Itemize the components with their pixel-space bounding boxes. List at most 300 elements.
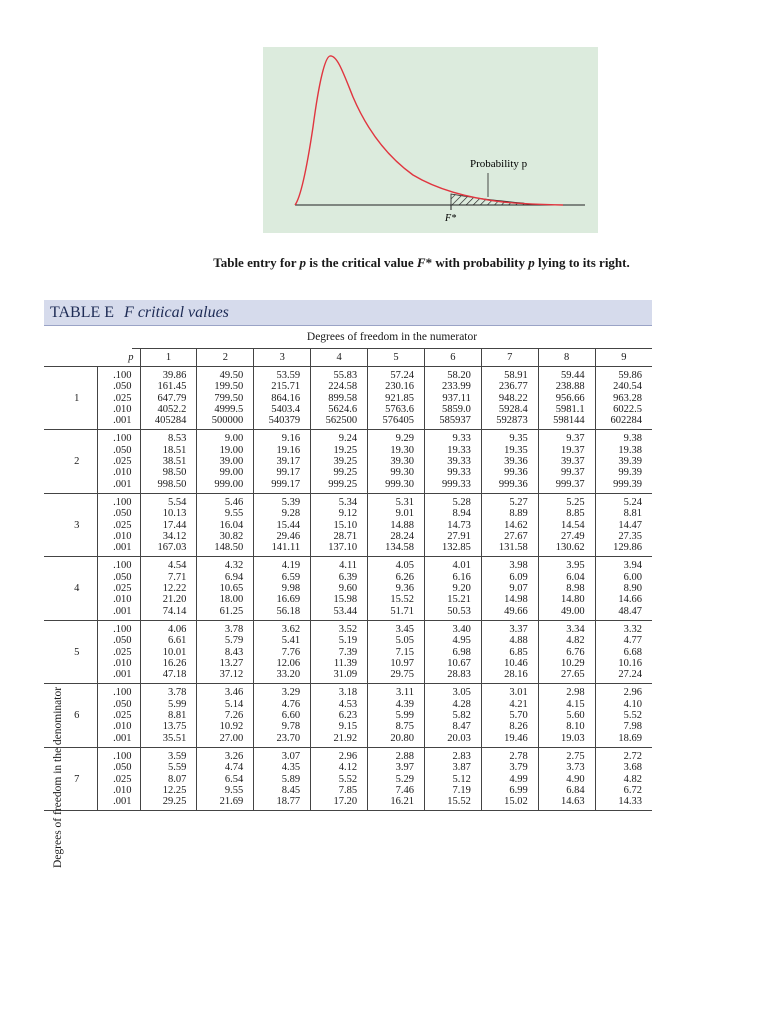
- table-row: [44, 393, 652, 404]
- critical-value-cell: 39.36: [481, 456, 538, 467]
- critical-value-cell: 999.17: [254, 479, 311, 494]
- axis-spacer: [44, 572, 57, 583]
- critical-value-cell: 6.00: [595, 572, 652, 583]
- critical-value-cell: 19.38: [595, 445, 652, 456]
- critical-value-cell: 12.06: [254, 658, 311, 669]
- denominator-df-cell: [57, 557, 97, 572]
- critical-value-cell: 17.20: [311, 796, 368, 811]
- critical-value-cell: 10.92: [197, 721, 254, 732]
- critical-value-cell: 6.54: [197, 774, 254, 785]
- table-row: [44, 710, 652, 721]
- critical-value-cell: 4.10: [595, 699, 652, 710]
- table-row: [44, 415, 652, 430]
- p-value-cell: .010: [97, 785, 140, 796]
- critical-value-cell: 8.45: [254, 785, 311, 796]
- critical-value-cell: 8.94: [424, 508, 481, 519]
- critical-value-cell: 7.85: [311, 785, 368, 796]
- critical-value-cell: 5.12: [424, 774, 481, 785]
- table-row: [44, 647, 652, 658]
- critical-value-cell: 6.26: [368, 572, 425, 583]
- axis-spacer: [44, 669, 57, 684]
- denominator-df-cell: 4: [74, 583, 80, 595]
- critical-value-cell: 4.90: [538, 774, 595, 785]
- axis-spacer: [44, 445, 57, 456]
- critical-value-cell: 6.39: [311, 572, 368, 583]
- df-group: [44, 367, 652, 430]
- critical-value-cell: 9.36: [368, 583, 425, 594]
- critical-value-cell: 6.09: [481, 572, 538, 583]
- table-row: [44, 669, 652, 684]
- table-title: F critical values: [124, 303, 229, 321]
- critical-value-cell: 3.95: [538, 557, 595, 572]
- critical-value-cell: 19.30: [368, 445, 425, 456]
- critical-value-cell: 134.58: [368, 542, 425, 557]
- critical-value-cell: 9.37: [538, 430, 595, 445]
- critical-value-cell: 4.06: [140, 620, 197, 635]
- table-row: [44, 684, 652, 699]
- critical-value-cell: 562500: [311, 415, 368, 430]
- critical-value-cell: 8.81: [140, 710, 197, 721]
- critical-value-cell: 39.30: [368, 456, 425, 467]
- axis-spacer: [44, 404, 57, 415]
- numerator-df-header: 1: [140, 349, 197, 367]
- df-group: [44, 747, 652, 810]
- critical-value-cell: 602284: [595, 415, 652, 430]
- p-value-cell: .010: [97, 594, 140, 605]
- table-row: [44, 367, 652, 382]
- critical-value-cell: 999.36: [481, 479, 538, 494]
- critical-value-cell: 3.45: [368, 620, 425, 635]
- critical-value-cell: 5.34: [311, 493, 368, 508]
- caption-symbol-f: F: [416, 255, 426, 270]
- critical-value-cell: 15.98: [311, 594, 368, 605]
- critical-value-cell: 540379: [254, 415, 311, 430]
- critical-value-cell: 14.98: [481, 594, 538, 605]
- p-value-cell: .050: [97, 762, 140, 773]
- table-row: [44, 699, 652, 710]
- critical-value-cell: 9.55: [197, 785, 254, 796]
- critical-value-cell: 132.85: [424, 542, 481, 557]
- critical-value-cell: 16.26: [140, 658, 197, 669]
- denominator-df-cell: [57, 669, 97, 684]
- critical-value-cell: 15.21: [424, 594, 481, 605]
- p-value-cell: .100: [97, 367, 140, 382]
- critical-value-cell: 8.89: [481, 508, 538, 519]
- critical-value-cell: 10.01: [140, 647, 197, 658]
- df-spacer: [57, 349, 97, 367]
- df-group: [44, 493, 652, 556]
- critical-value-cell: 5.79: [197, 635, 254, 646]
- critical-value-cell: 49.66: [481, 606, 538, 621]
- critical-value-cell: 7.71: [140, 572, 197, 583]
- critical-value-cell: 10.97: [368, 658, 425, 669]
- critical-value-cell: 99.36: [481, 467, 538, 478]
- critical-value-cell: 59.86: [595, 367, 652, 382]
- critical-value-cell: 4052.2: [140, 404, 197, 415]
- table-row: [44, 557, 652, 572]
- critical-value-cell: 576405: [368, 415, 425, 430]
- denominator-df-cell: [57, 635, 97, 646]
- table-row: [44, 479, 652, 494]
- p-column-header: p: [97, 349, 140, 367]
- critical-value-cell: 199.50: [197, 381, 254, 392]
- p-value-cell: .010: [97, 404, 140, 415]
- critical-value-cell: 5.59: [140, 762, 197, 773]
- denominator-df-cell: [57, 404, 97, 415]
- critical-value-cell: 2.88: [368, 747, 425, 762]
- critical-value-cell: 4.15: [538, 699, 595, 710]
- critical-value-cell: 9.60: [311, 583, 368, 594]
- critical-value-cell: 6.84: [538, 785, 595, 796]
- critical-value-cell: 12.22: [140, 583, 197, 594]
- critical-value-cell: 3.34: [538, 620, 595, 635]
- critical-value-cell: 3.97: [368, 762, 425, 773]
- axis-spacer: [44, 393, 57, 404]
- denominator-df-cell: [57, 467, 97, 478]
- critical-value-cell: 16.04: [197, 520, 254, 531]
- critical-value-cell: 11.39: [311, 658, 368, 669]
- critical-value-cell: 98.50: [140, 467, 197, 478]
- critical-value-cell: 7.15: [368, 647, 425, 658]
- critical-value-cell: 14.80: [538, 594, 595, 605]
- critical-value-cell: 6.99: [481, 785, 538, 796]
- critical-value-cell: 15.52: [368, 594, 425, 605]
- critical-value-cell: 5.89: [254, 774, 311, 785]
- critical-value-cell: 14.33: [595, 796, 652, 811]
- critical-value-cell: 50.53: [424, 606, 481, 621]
- denominator-df-cell: [57, 542, 97, 557]
- critical-value-cell: 8.75: [368, 721, 425, 732]
- critical-value-cell: 2.98: [538, 684, 595, 699]
- critical-value-cell: 137.10: [311, 542, 368, 557]
- critical-value-cell: 3.26: [197, 747, 254, 762]
- critical-value-cell: 161.45: [140, 381, 197, 392]
- p-value-cell: .025: [97, 393, 140, 404]
- denominator-df-cell: [57, 430, 97, 445]
- critical-value-cell: 500000: [197, 415, 254, 430]
- critical-value-cell: 963.28: [595, 393, 652, 404]
- critical-value-cell: 5.54: [140, 493, 197, 508]
- critical-value-cell: 4.12: [311, 762, 368, 773]
- critical-value-cell: 9.12: [311, 508, 368, 519]
- p-value-cell: .050: [97, 572, 140, 583]
- p-value-cell: .050: [97, 381, 140, 392]
- critical-value-cell: 5.41: [254, 635, 311, 646]
- critical-value-cell: 53.44: [311, 606, 368, 621]
- p-value-cell: .025: [97, 583, 140, 594]
- denominator-df-cell: [57, 572, 97, 583]
- axis-spacer: [44, 508, 57, 519]
- critical-value-cell: 585937: [424, 415, 481, 430]
- critical-value-cell: 9.55: [197, 508, 254, 519]
- critical-value-cell: 19.00: [197, 445, 254, 456]
- critical-value-cell: 999.37: [538, 479, 595, 494]
- table-row: [44, 445, 652, 456]
- critical-value-cell: 99.39: [595, 467, 652, 478]
- f-distribution-figure: [263, 47, 598, 233]
- critical-value-cell: 39.33: [424, 456, 481, 467]
- numerator-df-header: 6: [424, 349, 481, 367]
- critical-value-cell: 2.83: [424, 747, 481, 762]
- critical-value-cell: 2.75: [538, 747, 595, 762]
- axis-spacer: [44, 493, 57, 508]
- axis-spacer: [44, 456, 57, 467]
- critical-value-cell: 18.51: [140, 445, 197, 456]
- critical-value-cell: 230.16: [368, 381, 425, 392]
- critical-value-cell: 2.96: [311, 747, 368, 762]
- table-row: [44, 467, 652, 478]
- axis-spacer: [44, 594, 57, 605]
- critical-value-cell: 5.14: [197, 699, 254, 710]
- critical-value-cell: 19.33: [424, 445, 481, 456]
- critical-value-cell: 4.19: [254, 557, 311, 572]
- critical-value-cell: 17.44: [140, 520, 197, 531]
- table-row: [44, 606, 652, 621]
- critical-value-cell: 3.18: [311, 684, 368, 699]
- critical-value-cell: 148.50: [197, 542, 254, 557]
- axis-spacer: [44, 583, 57, 594]
- critical-value-cell: 13.75: [140, 721, 197, 732]
- p-value-cell: .050: [97, 445, 140, 456]
- critical-value-cell: 19.03: [538, 733, 595, 748]
- critical-value-cell: 4.54: [140, 557, 197, 572]
- critical-value-cell: 4.01: [424, 557, 481, 572]
- p-value-cell: .100: [97, 493, 140, 508]
- critical-value-cell: 39.86: [140, 367, 197, 382]
- p-value-cell: .025: [97, 520, 140, 531]
- p-value-cell: .025: [97, 456, 140, 467]
- critical-value-cell: 6.04: [538, 572, 595, 583]
- critical-value-cell: 15.02: [481, 796, 538, 811]
- critical-value-cell: 5.24: [595, 493, 652, 508]
- p-value-cell: .050: [97, 635, 140, 646]
- axis-spacer: [44, 367, 57, 382]
- critical-value-cell: 6.68: [595, 647, 652, 658]
- critical-value-cell: 233.99: [424, 381, 481, 392]
- critical-value-cell: 6022.5: [595, 404, 652, 415]
- critical-value-cell: 10.65: [197, 583, 254, 594]
- critical-value-cell: 5624.6: [311, 404, 368, 415]
- critical-value-cell: 6.98: [424, 647, 481, 658]
- probability-label: Probability p: [470, 158, 528, 170]
- critical-value-cell: 21.92: [311, 733, 368, 748]
- denominator-df-cell: [57, 415, 97, 430]
- table-row: [44, 430, 652, 445]
- denominator-df-cell: 7: [74, 773, 80, 785]
- critical-value-cell: 9.20: [424, 583, 481, 594]
- critical-value-cell: 5.52: [595, 710, 652, 721]
- critical-value-cell: 14.88: [368, 520, 425, 531]
- table-title-prefix: TABLE E: [50, 303, 115, 321]
- critical-value-cell: 99.25: [311, 467, 368, 478]
- denominator-df-cell: [57, 508, 97, 519]
- density-curve-svg: [263, 47, 598, 233]
- critical-value-cell: 10.46: [481, 658, 538, 669]
- critical-value-cell: 27.49: [538, 531, 595, 542]
- critical-value-cell: 28.24: [368, 531, 425, 542]
- p-value-cell: .010: [97, 467, 140, 478]
- df-group: [44, 557, 652, 620]
- critical-value-cell: 3.78: [140, 684, 197, 699]
- critical-value-cell: 5928.4: [481, 404, 538, 415]
- critical-value-cell: 58.20: [424, 367, 481, 382]
- critical-value-cell: 224.58: [311, 381, 368, 392]
- critical-value-cell: 4.28: [424, 699, 481, 710]
- critical-value-cell: 27.24: [595, 669, 652, 684]
- critical-value-cell: 4.39: [368, 699, 425, 710]
- critical-value-cell: 29.25: [140, 796, 197, 811]
- critical-value-cell: 14.47: [595, 520, 652, 531]
- table-row: [44, 572, 652, 583]
- critical-value-cell: 998.50: [140, 479, 197, 494]
- table-row: [44, 542, 652, 557]
- critical-value-cell: 7.26: [197, 710, 254, 721]
- critical-value-cell: 18.77: [254, 796, 311, 811]
- critical-value-cell: 59.44: [538, 367, 595, 382]
- critical-value-cell: 3.62: [254, 620, 311, 635]
- critical-value-cell: 6.60: [254, 710, 311, 721]
- critical-value-cell: 3.37: [481, 620, 538, 635]
- p-value-cell: .001: [97, 669, 140, 684]
- critical-value-cell: 4.53: [311, 699, 368, 710]
- critical-value-cell: 3.98: [481, 557, 538, 572]
- critical-value-cell: 4.76: [254, 699, 311, 710]
- axis-spacer: [44, 531, 57, 542]
- denominator-df-cell: 5: [74, 646, 80, 658]
- critical-value-cell: 14.62: [481, 520, 538, 531]
- critical-value-cell: 39.39: [595, 456, 652, 467]
- critical-value-cell: 4.74: [197, 762, 254, 773]
- critical-value-cell: 49.50: [197, 367, 254, 382]
- axis-spacer: [44, 635, 57, 646]
- critical-value-cell: 3.52: [311, 620, 368, 635]
- table-row: [44, 658, 652, 669]
- table-row: [44, 620, 652, 635]
- critical-value-cell: 39.37: [538, 456, 595, 467]
- critical-value-cell: 16.21: [368, 796, 425, 811]
- denominator-df-cell: [57, 531, 97, 542]
- critical-value-cell: 15.52: [424, 796, 481, 811]
- denominator-df-cell: [57, 479, 97, 494]
- critical-value-cell: 18.00: [197, 594, 254, 605]
- table-row: [44, 508, 652, 519]
- critical-value-cell: 33.20: [254, 669, 311, 684]
- p-value-cell: .001: [97, 606, 140, 621]
- denominator-df-cell: [57, 381, 97, 392]
- critical-value-cell: 9.07: [481, 583, 538, 594]
- critical-value-cell: 5.25: [538, 493, 595, 508]
- numerator-df-label: Degrees of freedom in the numerator: [132, 326, 652, 349]
- critical-value-cell: 99.30: [368, 467, 425, 478]
- numerator-df-header: 7: [481, 349, 538, 367]
- critical-value-cell: 4.82: [538, 635, 595, 646]
- critical-value-cell: 38.51: [140, 456, 197, 467]
- critical-value-cell: 129.86: [595, 542, 652, 557]
- caption-text: lying to its right.: [534, 255, 630, 270]
- denominator-df-cell: 6: [74, 710, 80, 722]
- critical-value-cell: 5.39: [254, 493, 311, 508]
- f-critical-values-table: [44, 349, 652, 811]
- critical-value-cell: 2.78: [481, 747, 538, 762]
- critical-value-cell: 9.28: [254, 508, 311, 519]
- critical-value-cell: 28.71: [311, 531, 368, 542]
- density-curve: [295, 56, 563, 205]
- critical-value-cell: 99.17: [254, 467, 311, 478]
- critical-value-cell: 899.58: [311, 393, 368, 404]
- critical-value-cell: 5.19: [311, 635, 368, 646]
- critical-value-cell: 5.99: [140, 699, 197, 710]
- critical-value-cell: 12.25: [140, 785, 197, 796]
- denominator-df-cell: [57, 606, 97, 621]
- critical-value-cell: 240.54: [595, 381, 652, 392]
- caption-symbol-p: p: [528, 255, 535, 270]
- critical-value-cell: 7.76: [254, 647, 311, 658]
- critical-value-cell: 5.52: [311, 774, 368, 785]
- critical-value-cell: 8.43: [197, 647, 254, 658]
- fstar-label: F*: [445, 213, 457, 224]
- axis-spacer: [44, 647, 57, 658]
- table-title-bar: [44, 300, 652, 326]
- critical-value-cell: 999.00: [197, 479, 254, 494]
- p-value-cell: .010: [97, 658, 140, 669]
- critical-value-cell: 3.11: [368, 684, 425, 699]
- critical-value-cell: 5.29: [368, 774, 425, 785]
- denominator-df-cell: 2: [74, 456, 80, 468]
- critical-value-cell: 6.72: [595, 785, 652, 796]
- table-row: [44, 404, 652, 415]
- critical-value-cell: 647.79: [140, 393, 197, 404]
- critical-value-cell: 3.78: [197, 620, 254, 635]
- critical-value-cell: 18.69: [595, 733, 652, 748]
- axis-spacer: [44, 658, 57, 669]
- critical-value-cell: 20.03: [424, 733, 481, 748]
- numerator-df-header: 4: [311, 349, 368, 367]
- critical-value-cell: 956.66: [538, 393, 595, 404]
- critical-value-cell: 8.26: [481, 721, 538, 732]
- critical-value-cell: 23.70: [254, 733, 311, 748]
- critical-value-cell: 48.47: [595, 606, 652, 621]
- critical-value-cell: 7.46: [368, 785, 425, 796]
- critical-value-cell: 6.61: [140, 635, 197, 646]
- df-group: [44, 684, 652, 747]
- table-row: [44, 774, 652, 785]
- critical-value-cell: 6.94: [197, 572, 254, 583]
- p-value-cell: .100: [97, 620, 140, 635]
- critical-value-cell: 4.32: [197, 557, 254, 572]
- critical-value-cell: 8.53: [140, 430, 197, 445]
- axis-spacer: [44, 606, 57, 621]
- table-row: [44, 381, 652, 392]
- critical-value-cell: 29.75: [368, 669, 425, 684]
- critical-value-cell: 5.82: [424, 710, 481, 721]
- critical-value-cell: 999.39: [595, 479, 652, 494]
- critical-value-cell: 9.24: [311, 430, 368, 445]
- critical-value-cell: 10.29: [538, 658, 595, 669]
- critical-value-cell: 6.85: [481, 647, 538, 658]
- denominator-df-cell: [57, 367, 97, 382]
- numerator-df-header: 8: [538, 349, 595, 367]
- axis-spacer: [44, 381, 57, 392]
- critical-value-cell: 3.94: [595, 557, 652, 572]
- critical-value-cell: 30.82: [197, 531, 254, 542]
- critical-value-cell: 9.33: [424, 430, 481, 445]
- critical-value-cell: 9.38: [595, 430, 652, 445]
- critical-value-cell: 2.72: [595, 747, 652, 762]
- critical-value-cell: 3.73: [538, 762, 595, 773]
- critical-value-cell: 3.46: [197, 684, 254, 699]
- critical-value-cell: 99.33: [424, 467, 481, 478]
- critical-value-cell: 5.05: [368, 635, 425, 646]
